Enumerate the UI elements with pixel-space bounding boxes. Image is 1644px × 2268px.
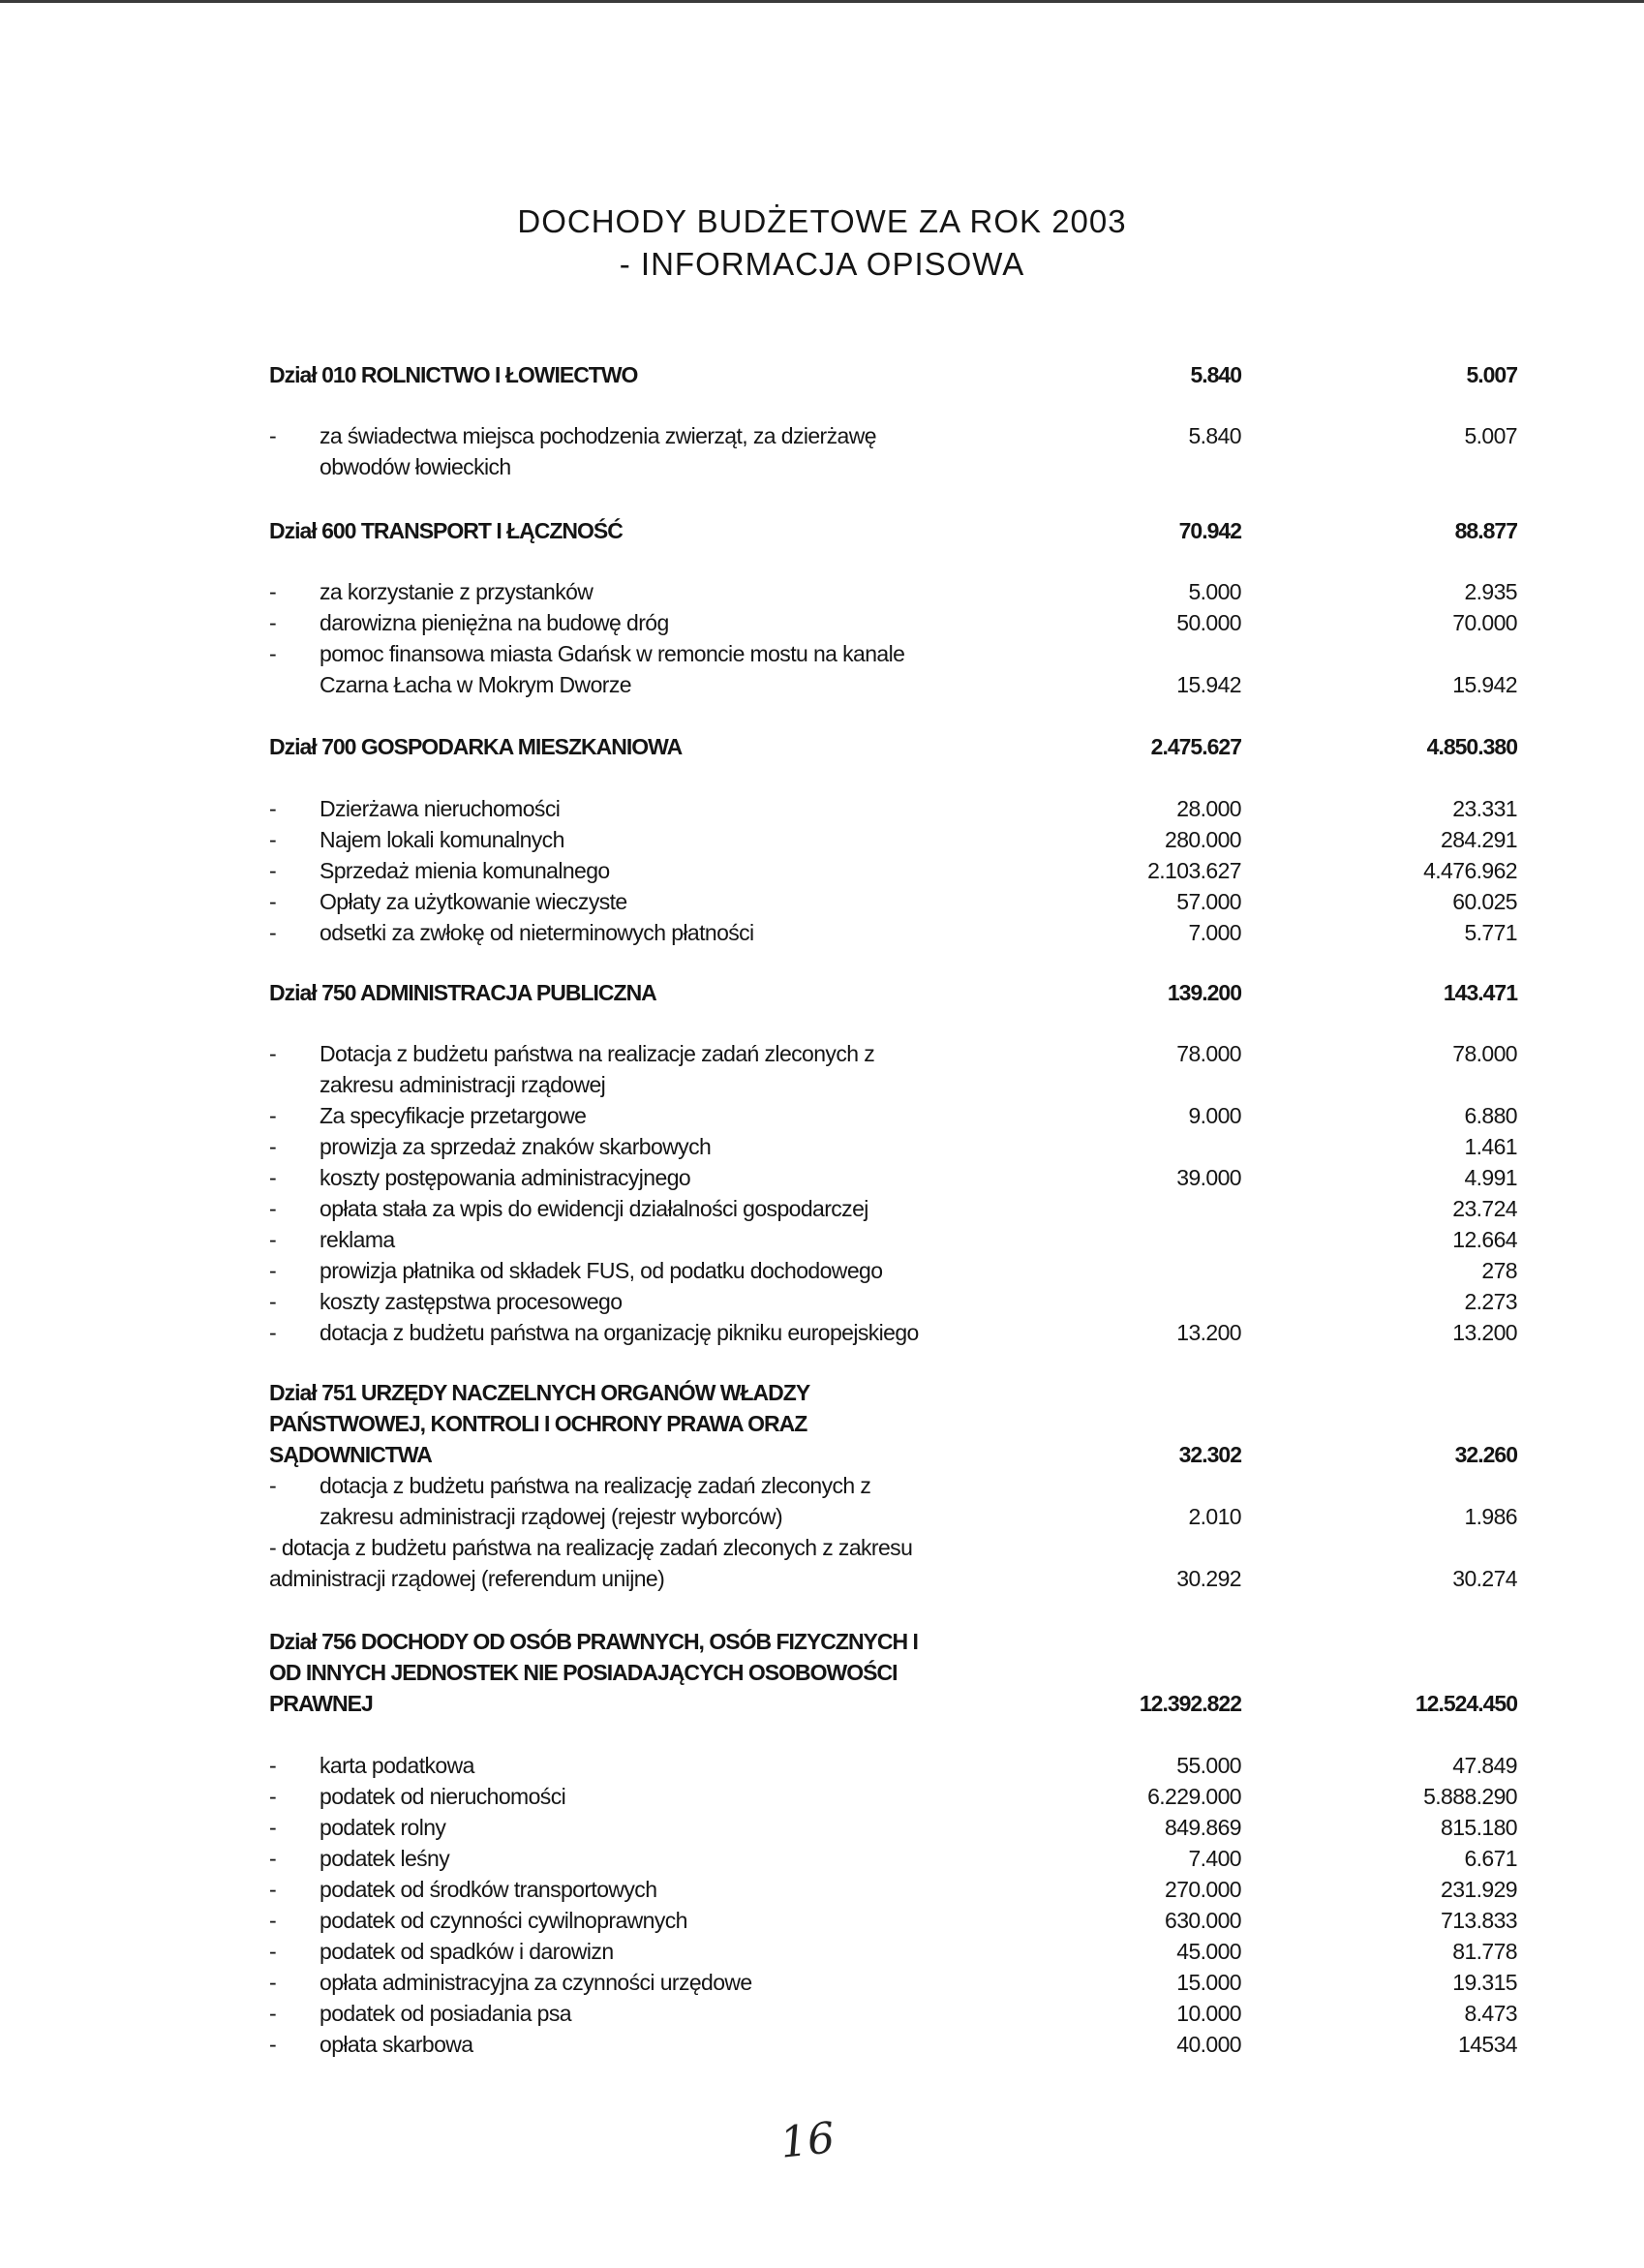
- income-item-row: [0, 1223, 1644, 1256]
- planned-amount: 849.869: [1165, 1815, 1241, 1840]
- section-header-row: [0, 514, 1644, 547]
- planned-amount: 15.942: [1176, 672, 1241, 697]
- bullet-dash: -: [269, 2001, 277, 2026]
- bullet-dash: -: [269, 1877, 277, 1902]
- executed-amount: 1.461: [1464, 1134, 1517, 1159]
- item-label: Najem lokali komunalnych: [320, 827, 564, 852]
- section-header-row: [0, 1656, 1644, 1689]
- bullet-dash: -: [269, 1753, 277, 1778]
- bullet-dash: -: [269, 1041, 277, 1066]
- section-title: SĄDOWNICTWA: [269, 1442, 432, 1467]
- item-label: podatek leśny: [320, 1846, 450, 1871]
- bullet-dash: -: [269, 1473, 277, 1498]
- planned-amount: 15.000: [1176, 1970, 1241, 1995]
- section-title: Dział 756 DOCHODY OD OSÓB PRAWNYCH, OSÓB FIZYCZNYCH I: [269, 1629, 918, 1654]
- income-item-row: [0, 1842, 1644, 1875]
- income-item-row: [0, 1500, 1644, 1533]
- executed-amount: 30.274: [1452, 1566, 1517, 1591]
- executed-amount: 2.935: [1464, 579, 1517, 604]
- section-header-row: [0, 1407, 1644, 1440]
- bullet-dash: -: [269, 2032, 277, 2057]
- bullet-dash: -: [269, 1289, 277, 1314]
- item-label: Czarna Łacha w Mokrym Dworze: [320, 672, 631, 697]
- executed-amount: 14534: [1458, 2032, 1517, 2057]
- income-item-row: [0, 637, 1644, 670]
- section-header-row: [0, 1438, 1644, 1471]
- income-item-row: [0, 823, 1644, 856]
- bullet-dash: -: [269, 920, 277, 945]
- section-title: PAŃSTWOWEJ, KONTROLI I OCHRONY PRAWA ORAZ: [269, 1411, 807, 1436]
- section-title: OD INNYCH JEDNOSTEK NIE POSIADAJĄCYCH OSOBOWOŚCI: [269, 1660, 898, 1685]
- income-item-row: [0, 1780, 1644, 1813]
- planned-amount: 9.000: [1188, 1103, 1241, 1128]
- executed-amount: 4.850.380: [1426, 734, 1517, 759]
- section-title: Dział 600 TRANSPORT I ŁĄCZNOŚĆ: [269, 518, 623, 543]
- executed-amount: 8.473: [1464, 2001, 1517, 2026]
- planned-amount: 2.103.627: [1147, 858, 1241, 883]
- income-item-row: [0, 1130, 1644, 1163]
- executed-amount: 278: [1481, 1258, 1517, 1283]
- executed-amount: 12.664: [1452, 1227, 1517, 1252]
- bullet-dash: -: [269, 1134, 277, 1159]
- item-label: dotacja z budżetu państwa na realizację zadań zleconych z: [320, 1473, 871, 1498]
- planned-amount: 5.840: [1190, 362, 1241, 387]
- item-label: podatek od spadków i darowizn: [320, 1939, 614, 1964]
- income-item-row: [0, 1469, 1644, 1502]
- executed-amount: 12.524.450: [1415, 1691, 1517, 1716]
- income-item-row: [0, 1749, 1644, 1782]
- income-item-row: [0, 916, 1644, 949]
- bullet-dash: -: [269, 1320, 277, 1345]
- executed-amount: 78.000: [1452, 1041, 1517, 1066]
- bullet-dash: -: [269, 1165, 277, 1190]
- item-label: zakresu administracji rządowej (rejestr wyborców): [320, 1504, 783, 1529]
- income-item-row: [0, 1997, 1644, 2030]
- item-label: za korzystanie z przystanków: [320, 579, 594, 604]
- section-header-row: [0, 1625, 1644, 1658]
- bullet-dash: -: [269, 1784, 277, 1809]
- scan-top-edge: [0, 0, 1644, 3]
- planned-amount: 7.000: [1188, 920, 1241, 945]
- planned-amount: 630.000: [1165, 1908, 1241, 1933]
- item-label: podatek od środków transportowych: [320, 1877, 657, 1902]
- item-label: za świadectwa miejsca pochodzenia zwierząt, za dzierżawę: [320, 423, 876, 448]
- executed-amount: 13.200: [1452, 1320, 1517, 1345]
- planned-amount: 32.302: [1178, 1442, 1241, 1467]
- planned-amount: 7.400: [1188, 1846, 1241, 1871]
- executed-amount: 19.315: [1452, 1970, 1517, 1995]
- executed-amount: 815.180: [1441, 1815, 1517, 1840]
- executed-amount: 284.291: [1441, 827, 1517, 852]
- income-item-row: [0, 606, 1644, 639]
- section-header-row: [0, 730, 1644, 763]
- section-title: PRAWNEJ: [269, 1691, 373, 1716]
- section-title: Dział 751 URZĘDY NACZELNYCH ORGANÓW WŁADZY: [269, 1380, 810, 1405]
- planned-amount: 40.000: [1176, 2032, 1241, 2057]
- income-item-row: [0, 854, 1644, 887]
- income-item-row: [0, 1099, 1644, 1132]
- item-label: dotacja z budżetu państwa na organizację pikniku europejskiego: [320, 1320, 919, 1345]
- income-item-row: [0, 1161, 1644, 1194]
- item-label: koszty zastępstwa procesowego: [320, 1289, 623, 1314]
- planned-amount: 70.942: [1178, 518, 1241, 543]
- executed-amount: 2.273: [1464, 1289, 1517, 1314]
- item-label: darowizna pieniężna na budowę dróg: [320, 610, 669, 635]
- bullet-dash: -: [269, 1196, 277, 1221]
- executed-amount: 32.260: [1454, 1442, 1517, 1467]
- item-label: karta podatkowa: [320, 1753, 474, 1778]
- item-label: podatek od nieruchomości: [320, 1784, 566, 1809]
- executed-amount: 5.771: [1464, 920, 1517, 945]
- executed-amount: 713.833: [1441, 1908, 1517, 1933]
- income-item-row: [0, 1873, 1644, 1906]
- income-item-row: [0, 1935, 1644, 1968]
- bullet-dash: -: [269, 1258, 277, 1283]
- executed-amount: 4.991: [1464, 1165, 1517, 1190]
- planned-amount: 55.000: [1176, 1753, 1241, 1778]
- income-item-row: [0, 1904, 1644, 1937]
- executed-amount: 88.877: [1454, 518, 1517, 543]
- item-label: Dotacja z budżetu państwa na realizacje zadań zleconych z: [320, 1041, 875, 1066]
- section-header-row: [0, 1376, 1644, 1409]
- planned-amount: 2.010: [1188, 1504, 1241, 1529]
- executed-amount: 6.671: [1464, 1846, 1517, 1871]
- executed-amount: 4.476.962: [1423, 858, 1517, 883]
- item-label: opłata skarbowa: [320, 2032, 473, 2057]
- bullet-dash: -: [269, 1103, 277, 1128]
- income-item-row: [0, 1192, 1644, 1225]
- executed-amount: 5.888.290: [1423, 1784, 1517, 1809]
- executed-amount: 70.000: [1452, 610, 1517, 635]
- section-title: Dział 700 GOSPODARKA MIESZKANIOWA: [269, 734, 683, 759]
- item-label: reklama: [320, 1227, 395, 1252]
- planned-amount: 12.392.822: [1139, 1691, 1241, 1716]
- bullet-dash: -: [269, 579, 277, 604]
- executed-amount: 5.007: [1466, 362, 1517, 387]
- planned-amount: 5.000: [1188, 579, 1241, 604]
- income-item-row: [0, 792, 1644, 825]
- item-label: prowizja za sprzedaż znaków skarbowych: [320, 1134, 712, 1159]
- income-item-row: [0, 419, 1644, 452]
- executed-amount: 23.724: [1452, 1196, 1517, 1221]
- executed-amount: 6.880: [1464, 1103, 1517, 1128]
- bullet-dash: -: [269, 889, 277, 914]
- planned-amount: 13.200: [1176, 1320, 1241, 1345]
- executed-amount: 47.849: [1452, 1753, 1517, 1778]
- planned-amount: 39.000: [1176, 1165, 1241, 1190]
- document-subtitle: - INFORMACJA OPISOWA: [619, 246, 1025, 282]
- section-header-row: [0, 358, 1644, 391]
- executed-amount: 81.778: [1452, 1939, 1517, 1964]
- planned-amount: 5.840: [1188, 423, 1241, 448]
- item-label: Opłaty za użytkowanie wieczyste: [320, 889, 627, 914]
- bullet-dash: -: [269, 1939, 277, 1964]
- bullet-dash: -: [269, 1815, 277, 1840]
- item-label: podatek od czynności cywilnoprawnych: [320, 1908, 687, 1933]
- executed-amount: 60.025: [1452, 889, 1517, 914]
- planned-amount: 270.000: [1165, 1877, 1241, 1902]
- bullet-dash: -: [269, 1846, 277, 1871]
- income-item-row: [0, 668, 1644, 701]
- item-label: prowizja płatnika od składek FUS, od podatku dochodowego: [320, 1258, 883, 1283]
- item-label: Dzierżawa nieruchomości: [320, 796, 561, 821]
- income-item-row: [0, 885, 1644, 918]
- income-item-row: [0, 1285, 1644, 1318]
- income-item-row: [0, 1068, 1644, 1101]
- item-label: podatek rolny: [320, 1815, 446, 1840]
- executed-amount: 1.986: [1464, 1504, 1517, 1529]
- income-item-row: [0, 1037, 1644, 1070]
- item-label: opłata administracyjna za czynności urzędowe: [320, 1970, 752, 1995]
- executed-amount: 23.331: [1452, 796, 1517, 821]
- section-header-row: [0, 1687, 1644, 1720]
- bullet-dash: -: [269, 423, 277, 448]
- income-item-row: [0, 1316, 1644, 1349]
- income-item-row: [0, 1254, 1644, 1287]
- executed-amount: 5.007: [1464, 423, 1517, 448]
- bullet-dash: -: [269, 641, 277, 666]
- section-header-row: [0, 976, 1644, 1009]
- item-label: koszty postępowania administracyjnego: [320, 1165, 691, 1190]
- bullet-dash: -: [269, 610, 277, 635]
- planned-amount: 280.000: [1165, 827, 1241, 852]
- income-item-row: [0, 450, 1644, 483]
- handwritten-page-number: 16: [777, 2113, 837, 2168]
- item-label: obwodów łowieckich: [320, 454, 511, 479]
- bullet-dash: -: [269, 827, 277, 852]
- income-item-row: [0, 575, 1644, 608]
- income-item-row: [0, 1966, 1644, 1999]
- executed-amount: 143.471: [1443, 980, 1517, 1005]
- planned-amount: 139.200: [1167, 980, 1241, 1005]
- item-label: administracji rządowej (referendum unijne): [269, 1566, 665, 1591]
- planned-amount: 10.000: [1176, 2001, 1241, 2026]
- item-label: pomoc finansowa miasta Gdańsk w remoncie mostu na kanale: [320, 641, 905, 666]
- planned-amount: 50.000: [1176, 610, 1241, 635]
- bullet-dash: -: [269, 1970, 277, 1995]
- bullet-dash: -: [269, 1908, 277, 1933]
- bullet-dash: -: [269, 1227, 277, 1252]
- bullet-dash: -: [269, 796, 277, 821]
- item-label: zakresu administracji rządowej: [320, 1072, 606, 1097]
- planned-amount: 28.000: [1176, 796, 1241, 821]
- bullet-dash: -: [269, 858, 277, 883]
- income-item-row: [0, 1531, 1644, 1564]
- item-label: opłata stała za wpis do ewidencji działalności gospodarczej: [320, 1196, 868, 1221]
- planned-amount: 78.000: [1176, 1041, 1241, 1066]
- executed-amount: 15.942: [1452, 672, 1517, 697]
- section-title: Dział 750 ADMINISTRACJA PUBLICZNA: [269, 980, 656, 1005]
- planned-amount: 6.229.000: [1147, 1784, 1241, 1809]
- planned-amount: 45.000: [1176, 1939, 1241, 1964]
- item-label: podatek od posiadania psa: [320, 2001, 571, 2026]
- planned-amount: 2.475.627: [1150, 734, 1241, 759]
- item-label: - dotacja z budżetu państwa na realizację zadań zleconych z zakresu: [269, 1535, 913, 1560]
- item-label: odsetki za zwłokę od nieterminowych płatności: [320, 920, 754, 945]
- item-label: Za specyfikacje przetargowe: [320, 1103, 587, 1128]
- executed-amount: 231.929: [1441, 1877, 1517, 1902]
- income-item-row: [0, 1562, 1644, 1595]
- income-item-row: [0, 1811, 1644, 1844]
- item-label: Sprzedaż mienia komunalnego: [320, 858, 610, 883]
- income-item-row: [0, 2028, 1644, 2061]
- planned-amount: 57.000: [1176, 889, 1241, 914]
- planned-amount: 30.292: [1176, 1566, 1241, 1591]
- section-title: Dział 010 ROLNICTWO I ŁOWIECTWO: [269, 362, 638, 387]
- document-title: DOCHODY BUDŻETOWE ZA ROK 2003: [517, 203, 1127, 239]
